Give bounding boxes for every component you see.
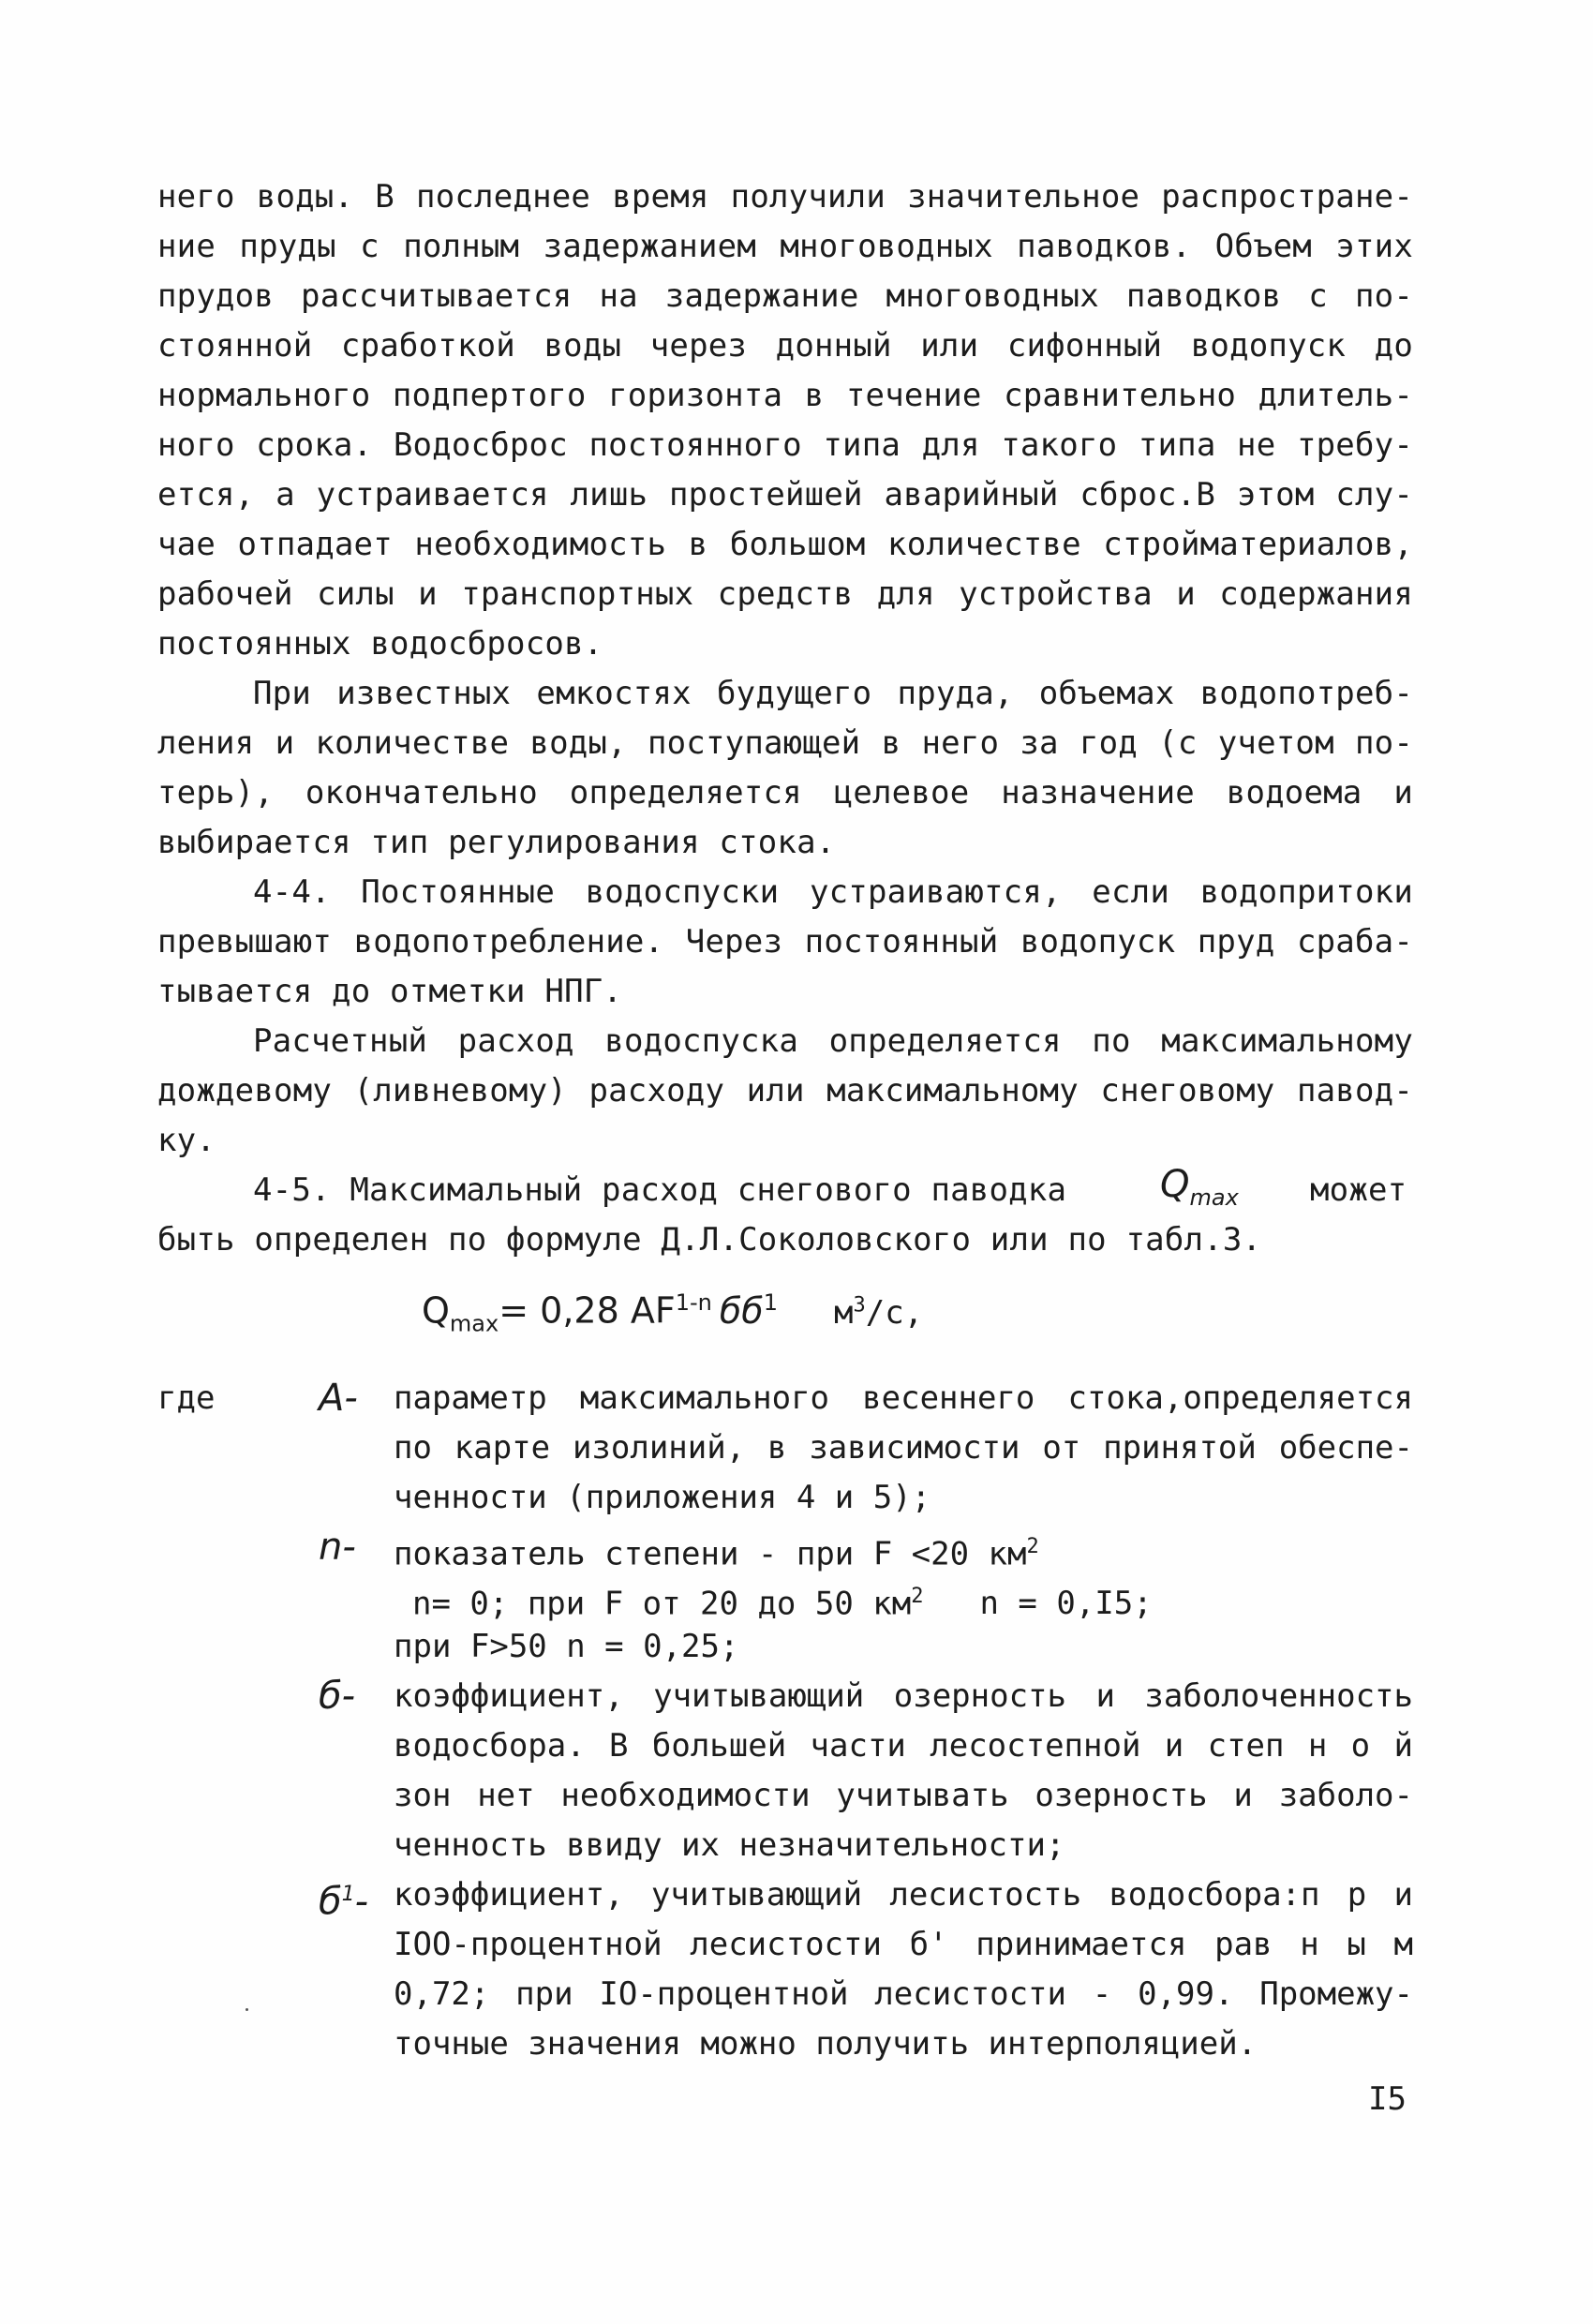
speck [246, 2008, 248, 2011]
a-symbol: A- [319, 1377, 358, 1420]
text-line: 4-5. Максимальный расход снегового паводка [253, 1171, 1067, 1209]
def-line: коэффициент, учитывающий озерность и заболоченность [394, 1677, 1413, 1715]
text-line: постоянных водосбросов. [157, 625, 603, 663]
text-line: ного срока. Водосброс постоянного типа для такого типа не требу- [157, 426, 1413, 464]
def-line: при F>50 n = 0,25; [394, 1628, 739, 1665]
text-line: прудов рассчитывается на задержание многоводных паводков с по- [157, 277, 1413, 315]
def-line: точные значения можно получить интерполяцией. [394, 2025, 1258, 2063]
q-max-symbol: $Q_{max}$ [1160, 1163, 1239, 1211]
text-line: дождевому (ливневому) расходу или максимальному снеговому павод- [157, 1072, 1413, 1110]
def-line: коэффициент, учитывающий лесистость водосбора:п р и [394, 1876, 1413, 1914]
def-line: IOO-процентной лесистости б' принимается рав н ы м [394, 1926, 1413, 1963]
text-line: выбирается тип регулирования стока. [157, 824, 836, 861]
n-symbol: n- [319, 1526, 356, 1569]
formula-lhs: Q [422, 1289, 450, 1332]
text-line: Расчетный расход водоспуска определяется по максимальному [253, 1022, 1413, 1060]
text-line: стоянной сработкой воды через донный или сифонный водопуск до [157, 327, 1413, 365]
text-line: ку. [157, 1122, 216, 1159]
def-line: водосбора. В большей части лесостепной и степ н о й [394, 1727, 1413, 1765]
def-line: 0,72; при IO-процентной лесистости - 0,99. Промежу- [394, 1975, 1413, 2013]
text-line: быть определен по формуле Д.Л.Соколовского или по табл.3. [157, 1221, 1262, 1259]
text-line: 4-4. Постоянные водоспуски устраиваются, если водопритоки [253, 873, 1413, 911]
formula-exp: 1-n [675, 1289, 712, 1316]
text-line: рабочей силы и транспортных средств для устройства и содержания [157, 575, 1413, 613]
def-line: параметр максимального весеннего стока,определяется [394, 1379, 1413, 1417]
where-label: где [157, 1379, 216, 1417]
formula-sigma-sup: 1 [763, 1289, 778, 1316]
def-line: ченности (приложения 4 и 5); [394, 1479, 931, 1516]
text-line: ется, а устраивается лишь простейшей аварийный сброс.В этом слу- [157, 476, 1413, 514]
text-line: терь), окончательно определяется целевое назначение водоема и [157, 774, 1413, 812]
formula-lhs-sub: max [449, 1310, 499, 1337]
text-line: чае отпадает необходимость в большом количестве стройматериалов, [157, 526, 1413, 563]
sigma-symbol: б- [319, 1675, 356, 1718]
formula [422, 1274, 924, 1337]
page-number: I5 [1368, 2080, 1407, 2118]
formula-unit: $м^3/с$, [833, 1293, 924, 1332]
formula-eq: = 0,28 AF [499, 1289, 676, 1332]
text-line: превышают водопотребление. Через постоянный водопуск пруд сраба- [157, 923, 1413, 961]
def-line: показатель степени - при F <20 $км^2$ [394, 1535, 1039, 1573]
text-line: нормального подпертого горизонта в течение сравнительно длитель- [157, 377, 1413, 414]
text-line: тывается до отметки НПГ. [157, 973, 623, 1010]
sigma1-symbol: $б^1-$ [319, 1880, 369, 1924]
text-line: него воды. В последнее время получили значительное распростране- [157, 178, 1413, 216]
def-line: зон нет необходимости учитывать озерность и заболо- [394, 1777, 1413, 1814]
text-line: ления и количестве воды, поступающей в него за год (с учетом по- [157, 724, 1413, 762]
formula-sigma: бб [719, 1289, 764, 1332]
def-line: по карте изолиний, в зависимости от принятой обеспе- [394, 1429, 1413, 1467]
text-line: ние пруды с полным задержанием многоводных паводков. Объем этих [157, 228, 1413, 265]
def-line: n= 0; при F от 20 до 50 $км^2$ n = 0,I5; [412, 1585, 1153, 1623]
text-line: может [1310, 1171, 1407, 1209]
def-line: ченность ввиду их незначительности; [394, 1826, 1065, 1864]
text-line: При известных емкостях будущего пруда, объемах водопотреб- [253, 675, 1413, 712]
